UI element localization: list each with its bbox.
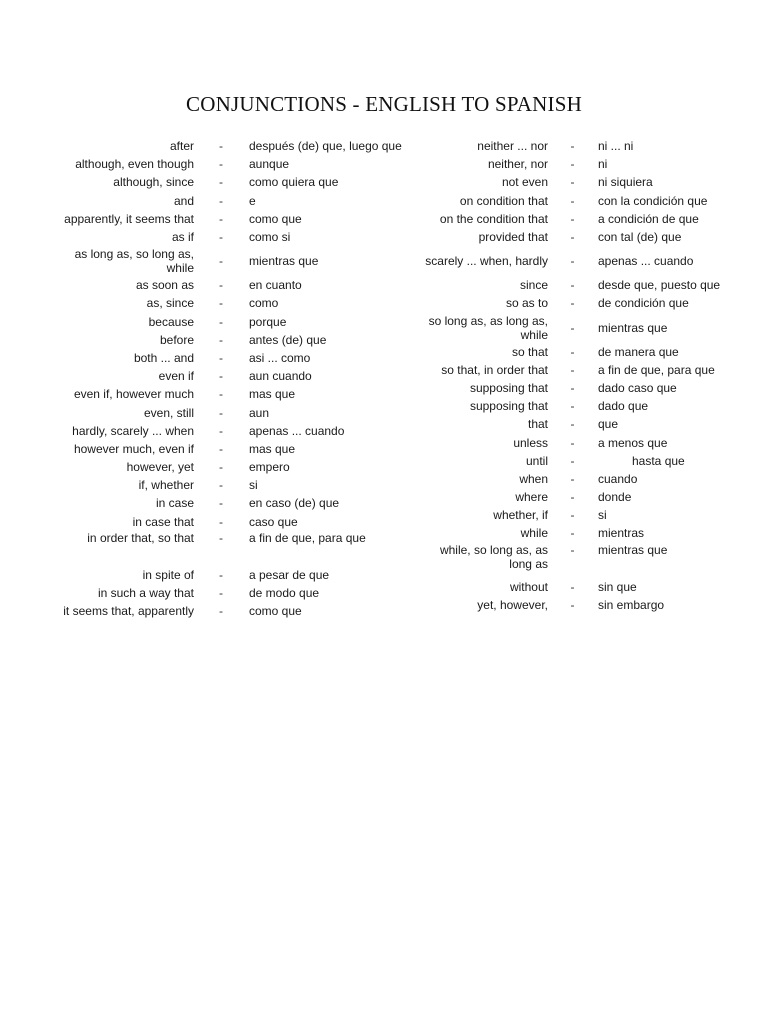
- english-term: that: [527, 417, 548, 432]
- separator-dash: -: [570, 435, 575, 450]
- conjunction-row: [400, 578, 768, 596]
- conjunction-row: [400, 361, 768, 379]
- english-term: apparently, it seems that: [64, 211, 194, 226]
- separator-dash: -: [570, 211, 575, 226]
- spanish-term: asi ... como: [249, 350, 311, 365]
- conjunction-row: [0, 173, 410, 191]
- separator-dash: -: [219, 369, 223, 384]
- conjunction-row: [0, 210, 410, 228]
- separator-dash: -: [219, 296, 223, 311]
- right-conjunction-list: [400, 137, 768, 614]
- spanish-term: mientras que: [598, 320, 668, 335]
- english-term: not even: [501, 175, 548, 190]
- separator-dash: -: [570, 417, 575, 432]
- english-term: on condition that: [459, 193, 548, 208]
- conjunction-row: [400, 276, 768, 294]
- conjunction-row: [400, 228, 768, 246]
- english-term: scarely ... when, hardly: [425, 254, 548, 269]
- separator-dash: -: [219, 157, 223, 172]
- spanish-term: de condición que: [598, 296, 689, 311]
- conjunction-row: [0, 494, 410, 512]
- english-term: in case: [155, 496, 194, 511]
- spanish-term: en cuanto: [249, 278, 302, 293]
- spanish-term: si: [249, 478, 258, 493]
- separator-dash: -: [570, 320, 575, 335]
- spanish-term: e: [249, 193, 256, 208]
- spanish-term: ni siquiera: [598, 175, 653, 190]
- spanish-term: como quiera que: [249, 175, 339, 190]
- separator-dash: -: [219, 254, 223, 269]
- english-term: so long as, as long as, while: [428, 313, 548, 342]
- english-term: so that: [511, 344, 548, 359]
- spanish-term: en caso (de) que: [249, 496, 340, 511]
- separator-dash: -: [219, 478, 223, 493]
- conjunction-row: [0, 137, 410, 155]
- english-term: it seems that, apparently: [63, 604, 194, 619]
- conjunction-row: [400, 294, 768, 312]
- spanish-term: como que: [249, 211, 302, 226]
- conjunction-row: [400, 452, 768, 470]
- spanish-term: ni ... ni: [598, 139, 634, 154]
- left-conjunction-list: [0, 137, 410, 620]
- spanish-term: porque: [249, 314, 287, 329]
- english-term: while, so long as, as long as: [439, 542, 548, 571]
- english-term: before: [159, 332, 194, 347]
- conjunction-row: [0, 566, 410, 584]
- spanish-term: empero: [249, 460, 290, 475]
- english-term: even if, however much: [73, 387, 194, 402]
- separator-dash: -: [570, 193, 575, 208]
- english-term: unless: [513, 435, 548, 450]
- separator-dash: -: [570, 508, 575, 523]
- english-term: supposing that: [469, 399, 548, 414]
- separator-dash: -: [219, 423, 223, 438]
- conjunction-row: [400, 155, 768, 173]
- conjunction-row: [400, 397, 768, 415]
- english-term: neither ... nor: [477, 139, 548, 154]
- english-term: until: [525, 453, 548, 468]
- spanish-term: caso que: [249, 514, 298, 529]
- english-term: whether, if: [493, 508, 548, 523]
- spanish-term: a pesar de que: [249, 567, 330, 582]
- separator-dash: -: [219, 387, 223, 402]
- spanish-term: a condición de que: [598, 211, 699, 226]
- separator-dash: -: [570, 344, 575, 359]
- english-term: and: [173, 193, 194, 208]
- separator-dash: -: [219, 567, 223, 582]
- conjunction-row: [400, 433, 768, 451]
- spanish-term: a fin de que, para que: [598, 362, 715, 377]
- conjunction-row: [0, 422, 410, 440]
- separator-dash: -: [219, 230, 223, 245]
- spanish-term: que: [598, 417, 619, 432]
- separator-dash: -: [570, 490, 575, 505]
- spanish-term: antes (de) que: [249, 332, 327, 347]
- conjunction-row: [0, 385, 410, 403]
- english-term: although, even though: [75, 157, 194, 172]
- separator-dash: -: [219, 314, 223, 329]
- spanish-term: como: [249, 296, 279, 311]
- conjunction-row: [0, 246, 410, 276]
- separator-dash: -: [219, 193, 223, 208]
- conjunction-row: [0, 602, 410, 620]
- conjunction-row: [0, 458, 410, 476]
- spanish-term: dado caso que: [598, 380, 677, 395]
- conjunction-row: [0, 192, 410, 210]
- spanish-term: desde que, puesto que: [598, 278, 721, 293]
- separator-dash: -: [219, 441, 223, 456]
- english-term: as soon as: [135, 278, 194, 293]
- conjunction-row: [400, 543, 768, 578]
- english-term: in order that, so that: [87, 530, 194, 545]
- separator-dash: -: [570, 254, 575, 269]
- spanish-term: apenas ... cuando: [598, 254, 694, 269]
- spanish-term: donde: [598, 490, 632, 505]
- english-term: in spite of: [142, 567, 194, 582]
- separator-dash: -: [570, 175, 575, 190]
- english-term: if, whether: [138, 478, 194, 493]
- spanish-term: apenas ... cuando: [249, 423, 345, 438]
- separator-dash: -: [570, 399, 575, 414]
- spanish-term: mas que: [249, 387, 296, 402]
- separator-dash: -: [219, 604, 223, 619]
- english-term: when: [519, 471, 548, 486]
- english-term: supposing that: [469, 380, 548, 395]
- separator-dash: -: [570, 526, 575, 541]
- separator-dash: -: [570, 471, 575, 486]
- conjunction-row: [0, 228, 410, 246]
- conjunction-row: [0, 276, 410, 294]
- separator-dash: -: [219, 530, 223, 545]
- conjunction-row: [400, 506, 768, 524]
- separator-dash: -: [570, 597, 575, 612]
- english-term: even, still: [143, 405, 194, 420]
- conjunction-row: [400, 192, 768, 210]
- separator-dash: -: [570, 453, 575, 468]
- separator-dash: -: [570, 139, 575, 154]
- separator-dash: -: [570, 157, 575, 172]
- spanish-term: después (de) que, luego que: [249, 139, 402, 154]
- separator-dash: -: [219, 586, 223, 601]
- conjunction-row: [400, 379, 768, 397]
- conjunction-row: [400, 488, 768, 506]
- conjunction-row: [400, 596, 768, 614]
- separator-dash: -: [219, 211, 223, 226]
- separator-dash: -: [570, 579, 575, 594]
- spanish-term: aun: [249, 405, 270, 420]
- separator-dash: -: [219, 496, 223, 511]
- separator-dash: -: [219, 460, 223, 475]
- page-title: CONJUNCTIONS - ENGLISH TO SPANISH: [186, 92, 582, 116]
- conjunction-row: [400, 173, 768, 191]
- english-term: however much, even if: [73, 441, 194, 456]
- spanish-term: mientras que: [249, 254, 319, 269]
- spanish-term: con tal (de) que: [598, 230, 682, 245]
- english-term: as long as, so long as, while: [74, 247, 194, 276]
- conjunction-row: [0, 531, 410, 566]
- spanish-term: hasta que: [632, 453, 685, 468]
- english-term: both ... and: [133, 350, 194, 365]
- conjunction-row: [0, 584, 410, 602]
- separator-dash: -: [219, 139, 223, 154]
- separator-dash: -: [570, 542, 575, 557]
- separator-dash: -: [570, 362, 575, 377]
- conjunction-row: [0, 294, 410, 312]
- separator-dash: -: [219, 514, 223, 529]
- english-term: although, since: [113, 175, 194, 190]
- spanish-term: mas que: [249, 441, 296, 456]
- conjunction-row: [0, 331, 410, 349]
- conjunction-row: [400, 470, 768, 488]
- english-term: however, yet: [126, 460, 194, 475]
- spanish-term: dado que: [598, 399, 649, 414]
- english-term: as if: [171, 230, 194, 245]
- conjunction-row: [0, 367, 410, 385]
- english-term: where: [515, 490, 548, 505]
- english-term: in case that: [132, 514, 194, 529]
- english-term: on the condition that: [439, 211, 548, 226]
- separator-dash: -: [570, 230, 575, 245]
- conjunction-row: [0, 403, 410, 421]
- english-term: without: [509, 579, 548, 594]
- english-term: while: [520, 526, 548, 541]
- english-term: after: [169, 139, 194, 154]
- spanish-term: como que: [249, 604, 302, 619]
- english-term: so that, in order that: [441, 362, 548, 377]
- conjunction-row: [0, 440, 410, 458]
- spanish-term: con la condición que: [598, 193, 708, 208]
- spanish-term: de manera que: [598, 344, 679, 359]
- spanish-term: a fin de que, para que: [249, 530, 366, 545]
- conjunction-row: [0, 513, 410, 531]
- english-term: provided that: [478, 230, 548, 245]
- conjunction-row: [0, 349, 410, 367]
- spanish-term: sin que: [598, 579, 637, 594]
- spanish-term: cuando: [598, 471, 638, 486]
- english-term: even if: [158, 369, 194, 384]
- english-term: in such a way that: [97, 586, 194, 601]
- spanish-term: mientras que: [598, 542, 668, 557]
- conjunction-row: [400, 210, 768, 228]
- spanish-term: a menos que: [598, 435, 668, 450]
- conjunction-row: [0, 476, 410, 494]
- separator-dash: -: [219, 350, 223, 365]
- separator-dash: -: [570, 278, 575, 293]
- conjunction-row: [0, 155, 410, 173]
- spanish-term: aunque: [249, 157, 290, 172]
- spanish-term: de modo que: [249, 586, 320, 601]
- english-term: yet, however,: [477, 597, 548, 612]
- separator-dash: -: [219, 405, 223, 420]
- conjunction-row: [400, 246, 768, 276]
- spanish-term: como si: [249, 230, 291, 245]
- english-term: neither, nor: [487, 157, 548, 172]
- english-term: as, since: [146, 296, 194, 311]
- separator-dash: -: [570, 296, 575, 311]
- conjunction-row: [400, 343, 768, 361]
- separator-dash: -: [570, 380, 575, 395]
- separator-dash: -: [219, 175, 223, 190]
- conjunction-row: [400, 313, 768, 343]
- separator-dash: -: [219, 332, 223, 347]
- english-term: since: [519, 278, 548, 293]
- conjunction-row: [400, 415, 768, 433]
- conjunction-row: [400, 137, 768, 155]
- separator-dash: -: [219, 278, 223, 293]
- spanish-term: sin embargo: [598, 597, 665, 612]
- english-term: hardly, scarely ... when: [72, 423, 194, 438]
- conjunction-row: [400, 524, 768, 542]
- spanish-term: si: [598, 508, 607, 523]
- spanish-term: mientras: [598, 526, 645, 541]
- english-term: because: [148, 314, 194, 329]
- english-term: so as to: [505, 296, 548, 311]
- conjunction-row: [0, 313, 410, 331]
- spanish-term: aun cuando: [249, 369, 312, 384]
- spanish-term: ni: [598, 157, 608, 172]
